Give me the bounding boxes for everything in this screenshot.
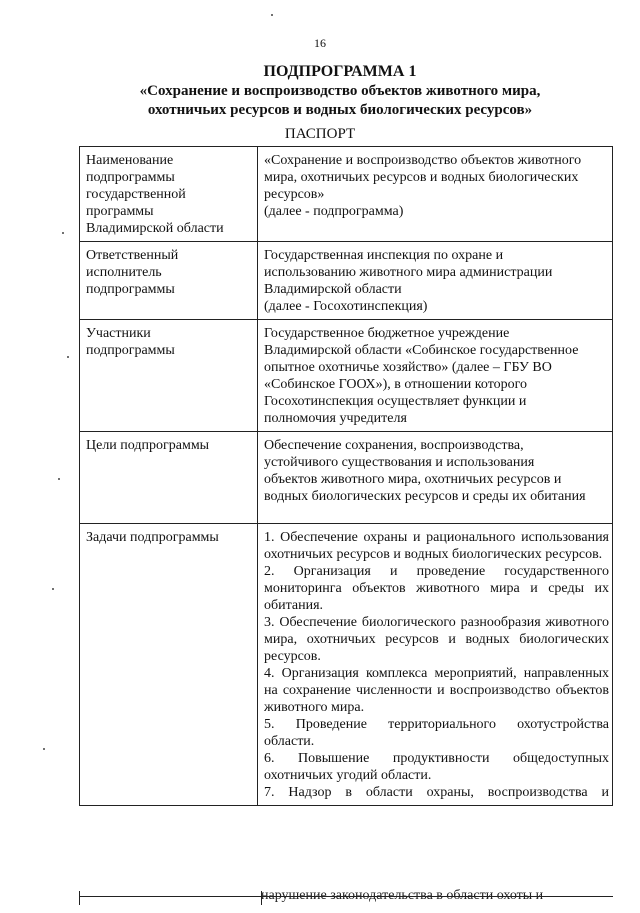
row-label-executor: Ответственный исполнитель подпрограммы xyxy=(80,242,258,320)
scan-speck xyxy=(62,232,64,234)
table-row xyxy=(80,147,613,242)
scan-speck xyxy=(67,356,69,358)
row-value-goals: Обеспечение сохранения, воспроизводства, устойчивого существования и использования объектов животного мира, охотничьих ресурсов и водных биологических ресурсов и среды их обитания xyxy=(258,432,613,524)
program-subtitle-line-1: «Сохранение и воспроизводство объектов животного мира, xyxy=(139,83,541,99)
page-number: 16 xyxy=(314,36,326,50)
passport-table xyxy=(79,146,613,806)
row-label-tasks: Задачи подпрограммы xyxy=(80,524,258,806)
row-value-executor: Государственная инспекция по охране и использованию животного мира администрации Владимирской области (далее - Госохотинспекция) xyxy=(258,242,613,320)
table-row xyxy=(80,320,613,432)
row-label-name: Наименование подпрограммы государственной программы Владимирской области xyxy=(80,147,258,242)
table-row xyxy=(80,524,613,806)
row-value-participants: Государственное бюджетное учреждение Владимирской области «Собинское государственное опытное охотничье хозяйство» (далее – ГБУ ВО «Собинское ГООХ»), в отношении которого Госохотинспекция осуществляет функции и полномочия учредителя xyxy=(258,320,613,432)
task-item: 2. Организация и проведение государственного мониторинга объектов животного мира и среды их обитания. xyxy=(264,564,609,613)
task-item: 4. Организация комплекса мероприятий, направленных на сохранение численности и воспроизводство объектов животного мира. xyxy=(264,666,609,715)
task-item: 6. Повышение продуктивности общедоступных охотничьих угодий области. xyxy=(264,751,609,783)
program-subtitle-line-2: охотничьих ресурсов и водных биологических ресурсов» xyxy=(147,102,533,118)
task-item: 3. Обеспечение биологического разнообразия животного мира, охотничьих ресурсов и водных биологических ресурсов. xyxy=(264,615,609,664)
program-title: ПОДПРОГРАММА 1 xyxy=(263,63,417,80)
scan-speck xyxy=(43,748,45,750)
table-row xyxy=(80,242,613,320)
row-value-name: «Сохранение и воспроизводство объектов животного мира, охотничьих ресурсов и водных биологических ресурсов» (далее - подпрограмма) xyxy=(258,147,613,242)
scan-speck xyxy=(58,478,60,480)
task-item: 5. Проведение территориального охотустройства области. xyxy=(264,717,609,749)
row-label-goals: Цели подпрограммы xyxy=(80,432,258,524)
task-item: 1. Обеспечение охраны и рационального использования охотничьих ресурсов и водных биологических ресурсов. xyxy=(264,530,609,562)
row-value-tasks xyxy=(258,524,613,806)
row-label-participants: Участники подпрограммы xyxy=(80,320,258,432)
table-row xyxy=(80,432,613,524)
passport-label: ПАСПОРТ xyxy=(284,126,356,142)
cutoff-text-line xyxy=(261,888,613,905)
scan-speck xyxy=(271,14,273,16)
task-item: 7. Надзор в области охраны, воспроизводства и xyxy=(264,785,609,800)
cutoff-text: нарушение законодательства в области охоты и xyxy=(261,888,544,903)
scan-speck xyxy=(52,588,54,590)
program-heading xyxy=(60,62,620,120)
